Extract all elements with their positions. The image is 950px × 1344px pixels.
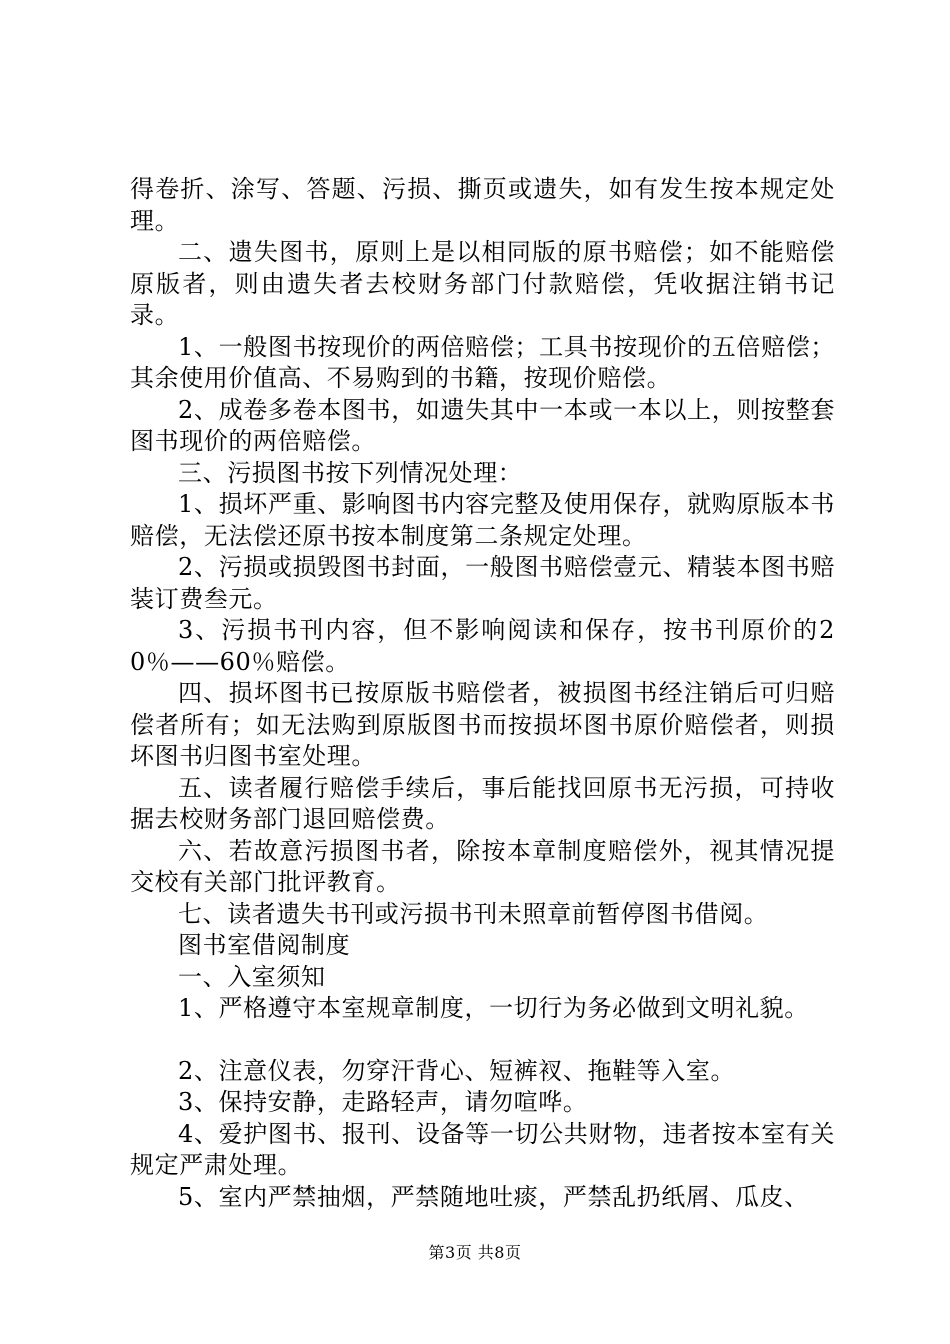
paragraph-rule-1: 1、严格遵守本室规章制度，一切行为务必做到文明礼貌。 xyxy=(178,994,809,1022)
paragraph-continuation: 得卷折、涂写、答题、污损、撕页或遗失，如有发生按本规定处理。 xyxy=(130,175,835,235)
paragraph-rule-2: 2、注意仪表，勿穿汗背心、短裤衩、拖鞋等入室。 xyxy=(178,1056,736,1085)
paragraph-item-2-1: 1、一般图书按现价的两倍赔偿；工具书按现价的五倍赔偿；其余使用价值高、不易购到的书籍，按现价赔偿。 xyxy=(130,332,835,392)
subsection-heading: 一、入室须知 xyxy=(178,962,326,991)
paragraph-section-7: 七、读者遗失书刊或污损书刊未照章前暂停图书借阅。 xyxy=(178,899,769,928)
page-number: 第3页 共8页 xyxy=(428,1243,522,1262)
document-body xyxy=(130,174,835,1213)
paragraph-rule-4: 4、爱护图书、报刊、设备等一切公共财物，违者按本室有关规定严肃处理。 xyxy=(130,1119,835,1179)
paragraph-item-3-3: 3、污损书刊内容，但不影响阅读和保存，按书刊原价的20％——60％赔偿。 xyxy=(130,616,835,676)
paragraph-section-3: 三、污损图书按下列情况处理： xyxy=(178,458,523,487)
paragraph-rule-3: 3、保持安静，走路轻声，请勿喧哗。 xyxy=(178,1088,588,1116)
paragraph-rule-5: 5、室内严禁抽烟，严禁随地吐痰，严禁乱扔纸屑、瓜皮、 xyxy=(178,1182,809,1211)
paragraph-section-4: 四、损坏图书已按原版书赔偿者，被损图书经注销后可归赔偿者所有；如无法购到原版图书而按损坏图书原价赔偿者，则损坏图书归图书室处理。 xyxy=(130,679,835,770)
paragraph-section-2: 二、遗失图书，原则上是以相同版的原书赔偿；如不能赔偿原版者，则由遗失者去校财务部门付款赔偿，凭收据注销书记录。 xyxy=(130,238,835,329)
paragraph-item-3-1: 1、损坏严重、影响图书内容完整及使用保存，就购原版本书赔偿，无法偿还原书按本制度第二条规定处理。 xyxy=(130,490,835,550)
section-heading: 图书室借阅制度 xyxy=(178,931,351,959)
paragraph-item-2-2: 2、成卷多卷本图书，如遗失其中一本或一本以上，则按整套图书现价的两倍赔偿。 xyxy=(130,395,835,455)
paragraph-section-6: 六、若故意污损图书者，除按本章制度赔偿外，视其情况提交校有关部门批评教育。 xyxy=(130,836,835,896)
paragraph-item-3-2: 2、污损或损毁图书封面，一般图书赔偿壹元、精装本图书赔装订费叁元。 xyxy=(130,553,835,613)
paragraph-section-5: 五、读者履行赔偿手续后，事后能找回原书无污损，可持收据去校财务部门退回赔偿费。 xyxy=(130,773,835,833)
page-footer xyxy=(0,1243,950,1263)
